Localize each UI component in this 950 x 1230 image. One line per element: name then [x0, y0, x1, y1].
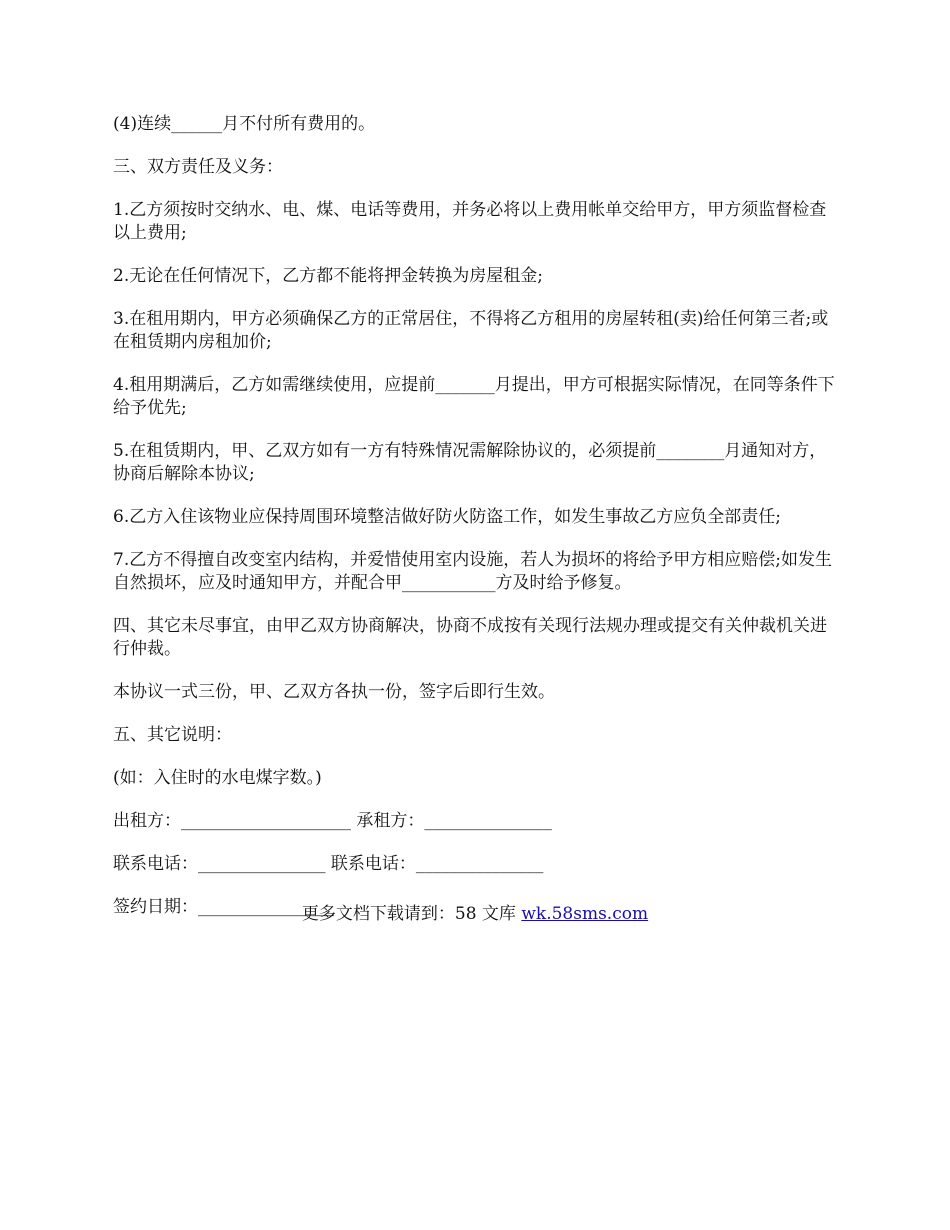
section-3-heading: 三、双方责任及义务：	[113, 157, 283, 177]
signing-date: 签约日期：________________	[113, 897, 334, 917]
duty-3-residence: 3.在租用期内，甲方必须确保乙方的正常居住，不得将乙方租用的房屋转租(卖)给任何第三者;或在租赁期内房租加价;	[113, 309, 829, 352]
duty-4-renewal: 4.租用期满后，乙方如需继续使用，应提前_______月提出，甲方可根据实际情况，在同等条件下给予优先;	[113, 375, 835, 418]
duty-6-safety: 6.乙方入住该物业应保持周围环境整洁做好防火防盗工作，如发生事故乙方应负全部责任;	[113, 507, 781, 527]
document-body	[113, 113, 841, 939]
footer-link[interactable]: wk.58sms.com	[521, 904, 649, 924]
other-notes: (如：入住时的水电煤字数。)	[113, 768, 322, 788]
duty-1-utilities: 1.乙方须按时交纳水、电、煤、电话等费用，并务必将以上费用帐单交给甲方，甲方须监督检查以上费用;	[113, 200, 827, 243]
contact-phones: 联系电话：_______________ 联系电话：_______________	[113, 854, 544, 874]
duty-5-termination: 5.在租赁期内，甲、乙双方如有一方有特殊情况需解除协议的，必须提前________月通知对方，协商后解除本协议;	[113, 441, 827, 484]
clause-4-unpaid-months: (4)连续______月不付所有费用的。	[113, 114, 376, 134]
download-footer	[0, 903, 950, 926]
copies-statement: 本协议一式三份，甲、乙双方各执一份，签字后即行生效。	[113, 682, 555, 702]
footer-prefix: 更多文档下载请到：58 文库	[301, 904, 522, 924]
duty-7-structure: 7.乙方不得擅自改变室内结构，并爱惜使用室内设施，若人为损坏的将给予甲方相应赔偿;如发生自然损坏，应及时通知甲方，并配合甲___________方及时给予修复。	[113, 550, 832, 593]
duty-2-deposit: 2.无论在任何情况下，乙方都不能将押金转换为房屋租金;	[113, 266, 543, 286]
section-4-disputes: 四、其它未尽事宜，由甲乙双方协商解决，协商不成按有关现行法规办理或提交有关仲裁机关进行仲裁。	[113, 616, 827, 659]
signature-parties: 出租方：____________________ 承租方：_______________	[113, 811, 552, 831]
section-5-heading: 五、其它说明：	[113, 725, 232, 745]
